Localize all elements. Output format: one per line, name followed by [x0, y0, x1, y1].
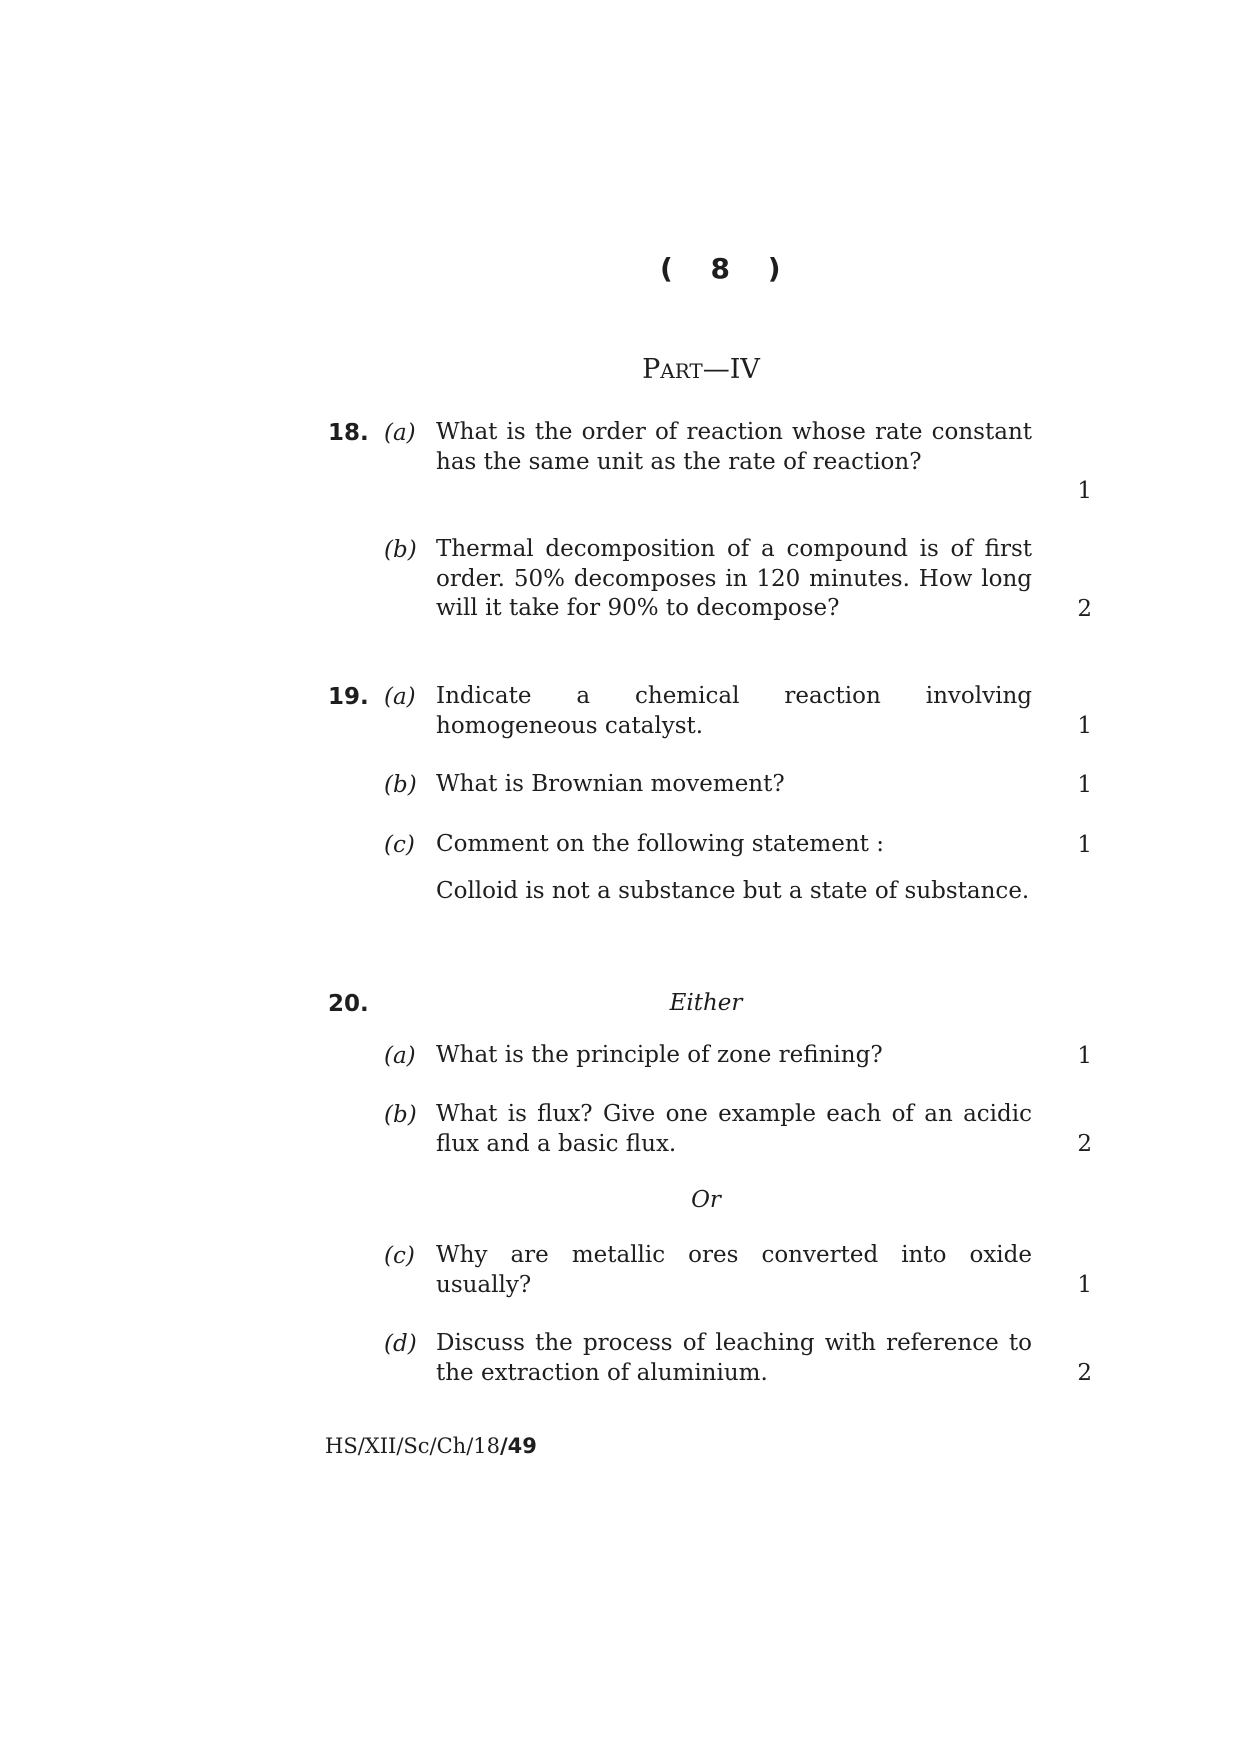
q18-a-label: (a): [384, 420, 416, 446]
part-smallcaps: ART: [660, 359, 703, 383]
q19-b-text: What is Brownian movement?: [436, 771, 785, 797]
q20-d-label: (d): [384, 1331, 417, 1357]
question-number-18: 18.: [328, 420, 369, 446]
question-number-20: 20.: [328, 991, 369, 1017]
q19-c-text: Comment on the following statement :: [436, 831, 884, 857]
q20-d-marks: 2: [1077, 1360, 1092, 1386]
q20-b-marks: 2: [1077, 1131, 1092, 1157]
part-prefix: P: [642, 354, 661, 385]
page-number: ( 8 ): [660, 252, 795, 285]
paper-code-bold: /49: [500, 1434, 537, 1458]
part-suffix: —IV: [702, 354, 760, 385]
q20-c-label: (c): [384, 1243, 415, 1269]
q20-a-text: What is the principle of zone refining?: [436, 1042, 883, 1068]
q20-b-text: What is flux? Give one example each of an acidic flux and a basic flux.: [436, 1101, 1032, 1157]
q20-a-marks: 1: [1077, 1043, 1092, 1069]
q18-b-marks: 2: [1077, 596, 1092, 622]
q18-b-text: Thermal decomposition of a compound is of first order. 50% decomposes in 120 minutes. How long will it take for 90% to decompose?: [436, 536, 1032, 621]
q20-b-label: (b): [384, 1102, 417, 1128]
q19-c-statement: Colloid is not a substance but a state of substance.: [436, 878, 1030, 904]
q18-b-label: (b): [384, 537, 417, 563]
q20-a-label: (a): [384, 1043, 416, 1069]
q19-b-label: (b): [384, 772, 417, 798]
question-number-19: 19.: [328, 684, 369, 710]
q19-a-label: (a): [384, 684, 416, 710]
q18-a-text: What is the order of reaction whose rate constant has the same unit as the rate of reaction?: [436, 419, 1032, 475]
either-label: Either: [669, 990, 743, 1016]
q20-d-text: Discuss the process of leaching with reference to the extraction of aluminium.: [436, 1330, 1032, 1386]
q18-a-marks: 1: [1077, 478, 1092, 504]
q19-a-marks: 1: [1077, 713, 1092, 739]
q19-b-marks: 1: [1077, 772, 1092, 798]
part-heading: [0, 354, 1242, 385]
or-label: Or: [691, 1187, 721, 1213]
q19-a-text: Indicate a chemical reaction involving homogeneous catalyst.: [436, 683, 1032, 739]
paper-code-footer: [325, 1434, 537, 1458]
q20-c-text: Why are metallic ores converted into oxide usually?: [436, 1242, 1032, 1298]
q19-c-marks: 1: [1077, 832, 1092, 858]
q20-c-marks: 1: [1077, 1272, 1092, 1298]
paper-code: HS/XII/Sc/Ch/18: [325, 1434, 501, 1458]
q19-c-label: (c): [384, 832, 415, 858]
